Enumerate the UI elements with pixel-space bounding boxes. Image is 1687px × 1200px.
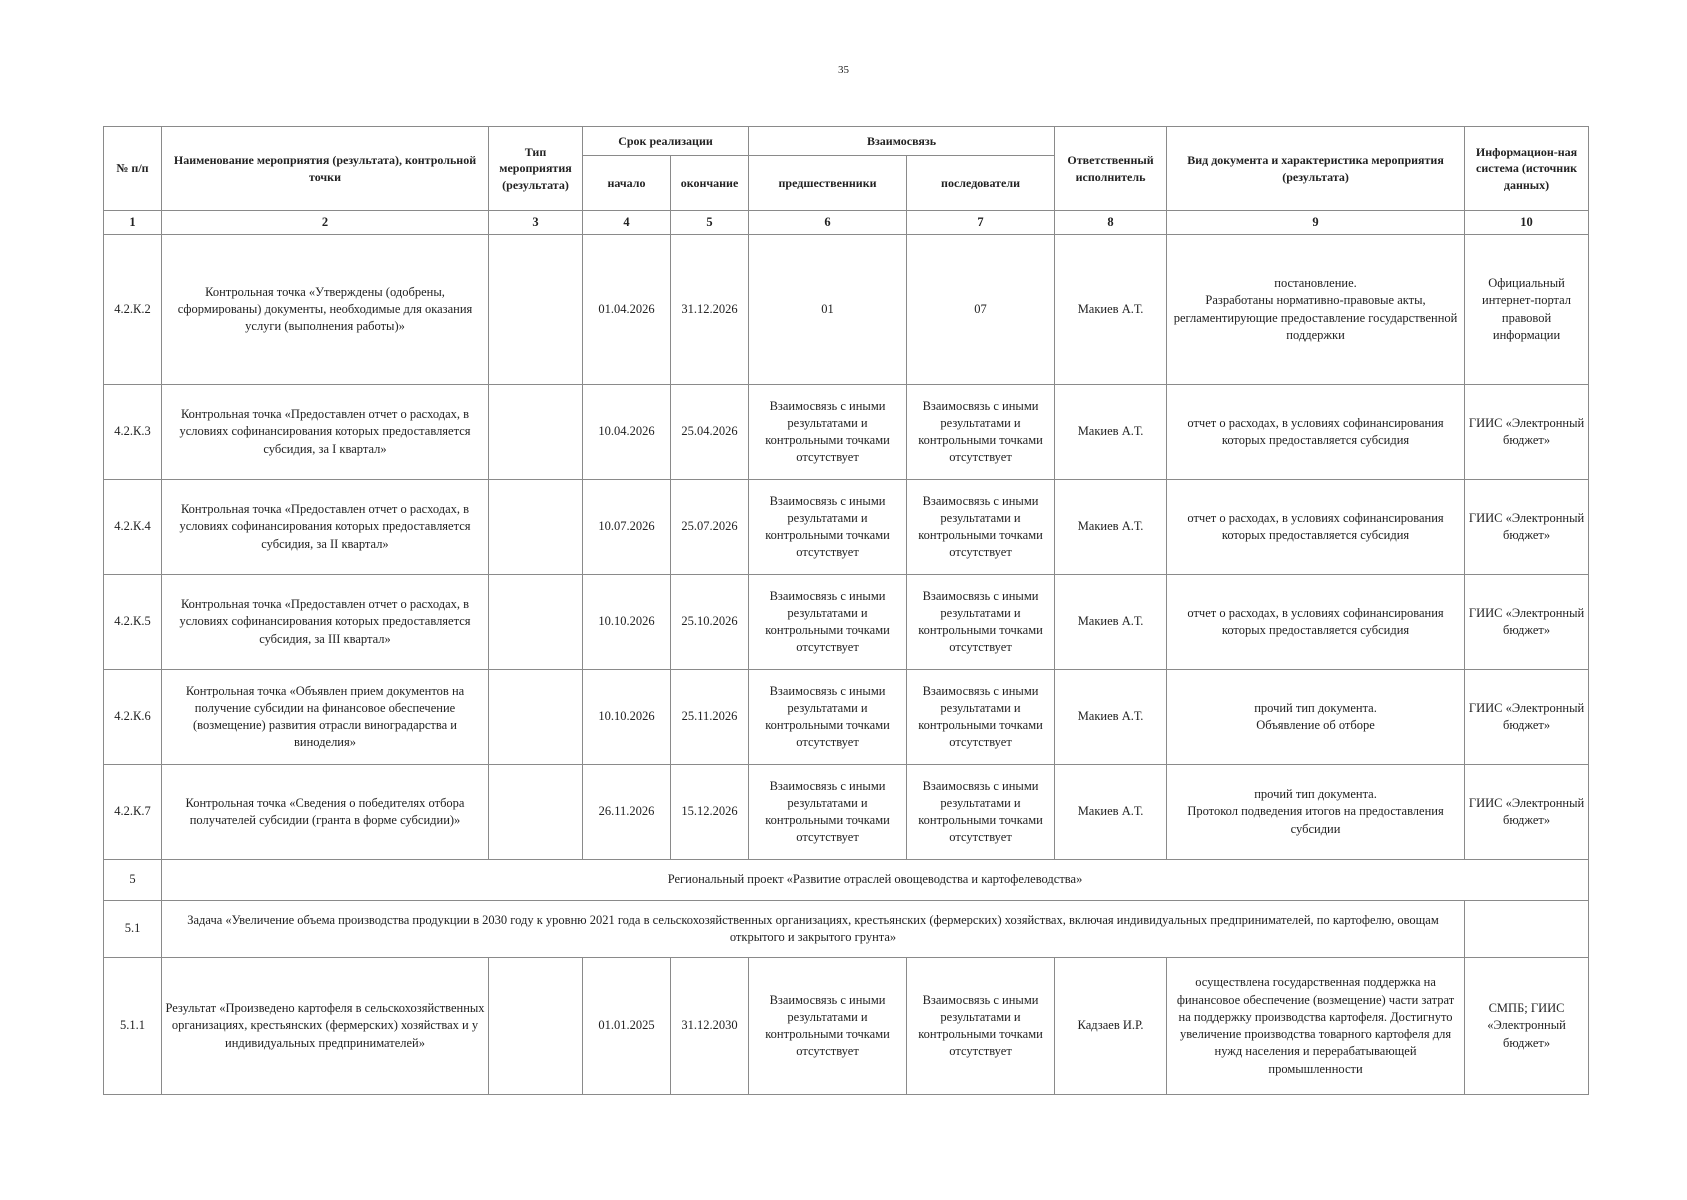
row-type (489, 235, 583, 385)
result-pred: Взаимосвязь с иными результатами и контрольными точками отсутствует (749, 958, 907, 1095)
row-start: 26.11.2026 (583, 765, 671, 860)
row-info: Официальный интернет-портал правовой информации (1465, 235, 1589, 385)
row-pred: Взаимосвязь с иными результатами и контрольными точками отсутствует (749, 765, 907, 860)
table-row (104, 385, 1589, 480)
header-predecessors: предшественники (749, 156, 907, 211)
column-number: 10 (1465, 211, 1589, 235)
header-row (104, 127, 1589, 156)
result-succ: Взаимосвязь с иными результатами и контрольными точками отсутствует (907, 958, 1055, 1095)
section-row (104, 860, 1589, 901)
row-doc: отчет о расходах, в условиях софинансирования которых предоставляется субсидия (1167, 575, 1465, 670)
row-info: ГИИС «Электронный бюджет» (1465, 385, 1589, 480)
row-type (489, 480, 583, 575)
header-period: Срок реализации (583, 127, 749, 156)
section-title: Региональный проект «Развитие отраслей овощеводства и картофелеводства» (162, 860, 1589, 901)
row-info: ГИИС «Электронный бюджет» (1465, 480, 1589, 575)
header-responsible: Ответственный исполнитель (1055, 127, 1167, 211)
result-name: Результат «Произведено картофеля в сельскохозяйственных организациях, крестьянских (фермерских) хозяйствах и у индивидуальных предпринимателей» (162, 958, 489, 1095)
row-end: 31.12.2026 (671, 235, 749, 385)
task-row (104, 901, 1589, 958)
row-doc: отчет о расходах, в условиях софинансирования которых предоставляется субсидия (1167, 480, 1465, 575)
header-doc: Вид документа и характеристика мероприятия (результата) (1167, 127, 1465, 211)
row-doc: отчет о расходах, в условиях софинансирования которых предоставляется субсидия (1167, 385, 1465, 480)
header-info: Информацион-ная система (источник данных) (1465, 127, 1589, 211)
row-pred: Взаимосвязь с иными результатами и контрольными точками отсутствует (749, 480, 907, 575)
row-num: 4.2.К.7 (104, 765, 162, 860)
row-num: 4.2.К.2 (104, 235, 162, 385)
row-type (489, 765, 583, 860)
row-name: Контрольная точка «Утверждены (одобрены, сформированы) документы, необходимые для оказания услуги (выполнения работы)» (162, 235, 489, 385)
row-name: Контрольная точка «Объявлен прием документов на получение субсидии на финансовое обеспечение (возмещение) развития отрасли виноградарства и виноделия» (162, 670, 489, 765)
column-number: 5 (671, 211, 749, 235)
column-number-row (104, 211, 1589, 235)
row-num: 4.2.К.6 (104, 670, 162, 765)
row-start: 10.10.2026 (583, 670, 671, 765)
column-number: 7 (907, 211, 1055, 235)
row-doc: прочий тип документа. Протокол подведения итогов на предоставления субсидии (1167, 765, 1465, 860)
row-pred: 01 (749, 235, 907, 385)
row-type (489, 575, 583, 670)
row-resp: Макиев А.Т. (1055, 235, 1167, 385)
row-resp: Макиев А.Т. (1055, 670, 1167, 765)
row-info: ГИИС «Электронный бюджет» (1465, 670, 1589, 765)
row-succ: Взаимосвязь с иными результатами и контрольными точками отсутствует (907, 385, 1055, 480)
column-number: 8 (1055, 211, 1167, 235)
row-end: 25.07.2026 (671, 480, 749, 575)
row-succ: Взаимосвязь с иными результатами и контрольными точками отсутствует (907, 480, 1055, 575)
row-succ: Взаимосвязь с иными результатами и контрольными точками отсутствует (907, 575, 1055, 670)
row-doc: прочий тип документа. Объявление об отборе (1167, 670, 1465, 765)
row-name: Контрольная точка «Сведения о победителях отбора получателей субсидии (гранта в форме субсидии)» (162, 765, 489, 860)
section-num: 5 (104, 860, 162, 901)
result-doc: осуществлена государственная поддержка на финансовое обеспечение (возмещение) части затрат на поддержку производства картофеля. Достигнуто увеличение производства товарного картофеля для нужд населения и перерабатывающей промышленности (1167, 958, 1465, 1095)
row-succ: Взаимосвязь с иными результатами и контрольными точками отсутствует (907, 765, 1055, 860)
row-num: 4.2.К.4 (104, 480, 162, 575)
result-num: 5.1.1 (104, 958, 162, 1095)
row-info: ГИИС «Электронный бюджет» (1465, 575, 1589, 670)
header-successors: последователи (907, 156, 1055, 211)
table-row (104, 480, 1589, 575)
column-number: 4 (583, 211, 671, 235)
table-row (104, 575, 1589, 670)
row-type (489, 385, 583, 480)
column-number: 6 (749, 211, 907, 235)
row-succ: Взаимосвязь с иными результатами и контрольными точками отсутствует (907, 670, 1055, 765)
row-start: 01.04.2026 (583, 235, 671, 385)
row-name: Контрольная точка «Предоставлен отчет о расходах, в условиях софинансирования которых предоставляется субсидия, за III квартал» (162, 575, 489, 670)
row-resp: Макиев А.Т. (1055, 765, 1167, 860)
result-row (104, 958, 1589, 1095)
header-type: Тип мероприятия (результата) (489, 127, 583, 211)
table-row (104, 235, 1589, 385)
task-num: 5.1 (104, 901, 162, 958)
row-resp: Макиев А.Т. (1055, 480, 1167, 575)
row-succ: 07 (907, 235, 1055, 385)
row-start: 10.07.2026 (583, 480, 671, 575)
table-row (104, 670, 1589, 765)
row-start: 10.10.2026 (583, 575, 671, 670)
column-number: 3 (489, 211, 583, 235)
column-number: 9 (1167, 211, 1465, 235)
row-doc: постановление. Разработаны нормативно-правовые акты, регламентирующие предоставление государственной поддержки (1167, 235, 1465, 385)
header-num: № п/п (104, 127, 162, 211)
task-title: Задача «Увеличение объема производства продукции в 2030 году к уровню 2021 года в сельскохозяйственных организациях, крестьянских (фермерских) хозяйствах, включая индивидуальных предпринимателей, по картофелю, овощам открытого и закрытого грунта» (162, 901, 1465, 958)
header-name: Наименование мероприятия (результата), контрольной точки (162, 127, 489, 211)
row-resp: Макиев А.Т. (1055, 385, 1167, 480)
column-number: 2 (162, 211, 489, 235)
header-end: окончание (671, 156, 749, 211)
task-empty-cell (1465, 901, 1589, 958)
row-num: 4.2.К.3 (104, 385, 162, 480)
row-name: Контрольная точка «Предоставлен отчет о расходах, в условиях софинансирования которых предоставляется субсидия, за I квартал» (162, 385, 489, 480)
result-end: 31.12.2030 (671, 958, 749, 1095)
header-start: начало (583, 156, 671, 211)
row-type (489, 670, 583, 765)
row-pred: Взаимосвязь с иными результатами и контрольными точками отсутствует (749, 670, 907, 765)
row-pred: Взаимосвязь с иными результатами и контрольными точками отсутствует (749, 385, 907, 480)
row-num: 4.2.К.5 (104, 575, 162, 670)
row-info: ГИИС «Электронный бюджет» (1465, 765, 1589, 860)
result-resp: Кадзаев И.Р. (1055, 958, 1167, 1095)
row-resp: Макиев А.Т. (1055, 575, 1167, 670)
row-name: Контрольная точка «Предоставлен отчет о расходах, в условиях софинансирования которых предоставляется субсидия, за II квартал» (162, 480, 489, 575)
row-pred: Взаимосвязь с иными результатами и контрольными точками отсутствует (749, 575, 907, 670)
result-info: СМПБ; ГИИС «Электронный бюджет» (1465, 958, 1589, 1095)
header-relation: Взаимосвязь (749, 127, 1055, 156)
page-number: 35 (838, 64, 849, 76)
plan-table (103, 126, 1589, 1095)
result-start: 01.01.2025 (583, 958, 671, 1095)
result-type (489, 958, 583, 1095)
row-end: 25.10.2026 (671, 575, 749, 670)
row-start: 10.04.2026 (583, 385, 671, 480)
row-end: 25.04.2026 (671, 385, 749, 480)
column-number: 1 (104, 211, 162, 235)
row-end: 15.12.2026 (671, 765, 749, 860)
row-end: 25.11.2026 (671, 670, 749, 765)
table-row (104, 765, 1589, 860)
